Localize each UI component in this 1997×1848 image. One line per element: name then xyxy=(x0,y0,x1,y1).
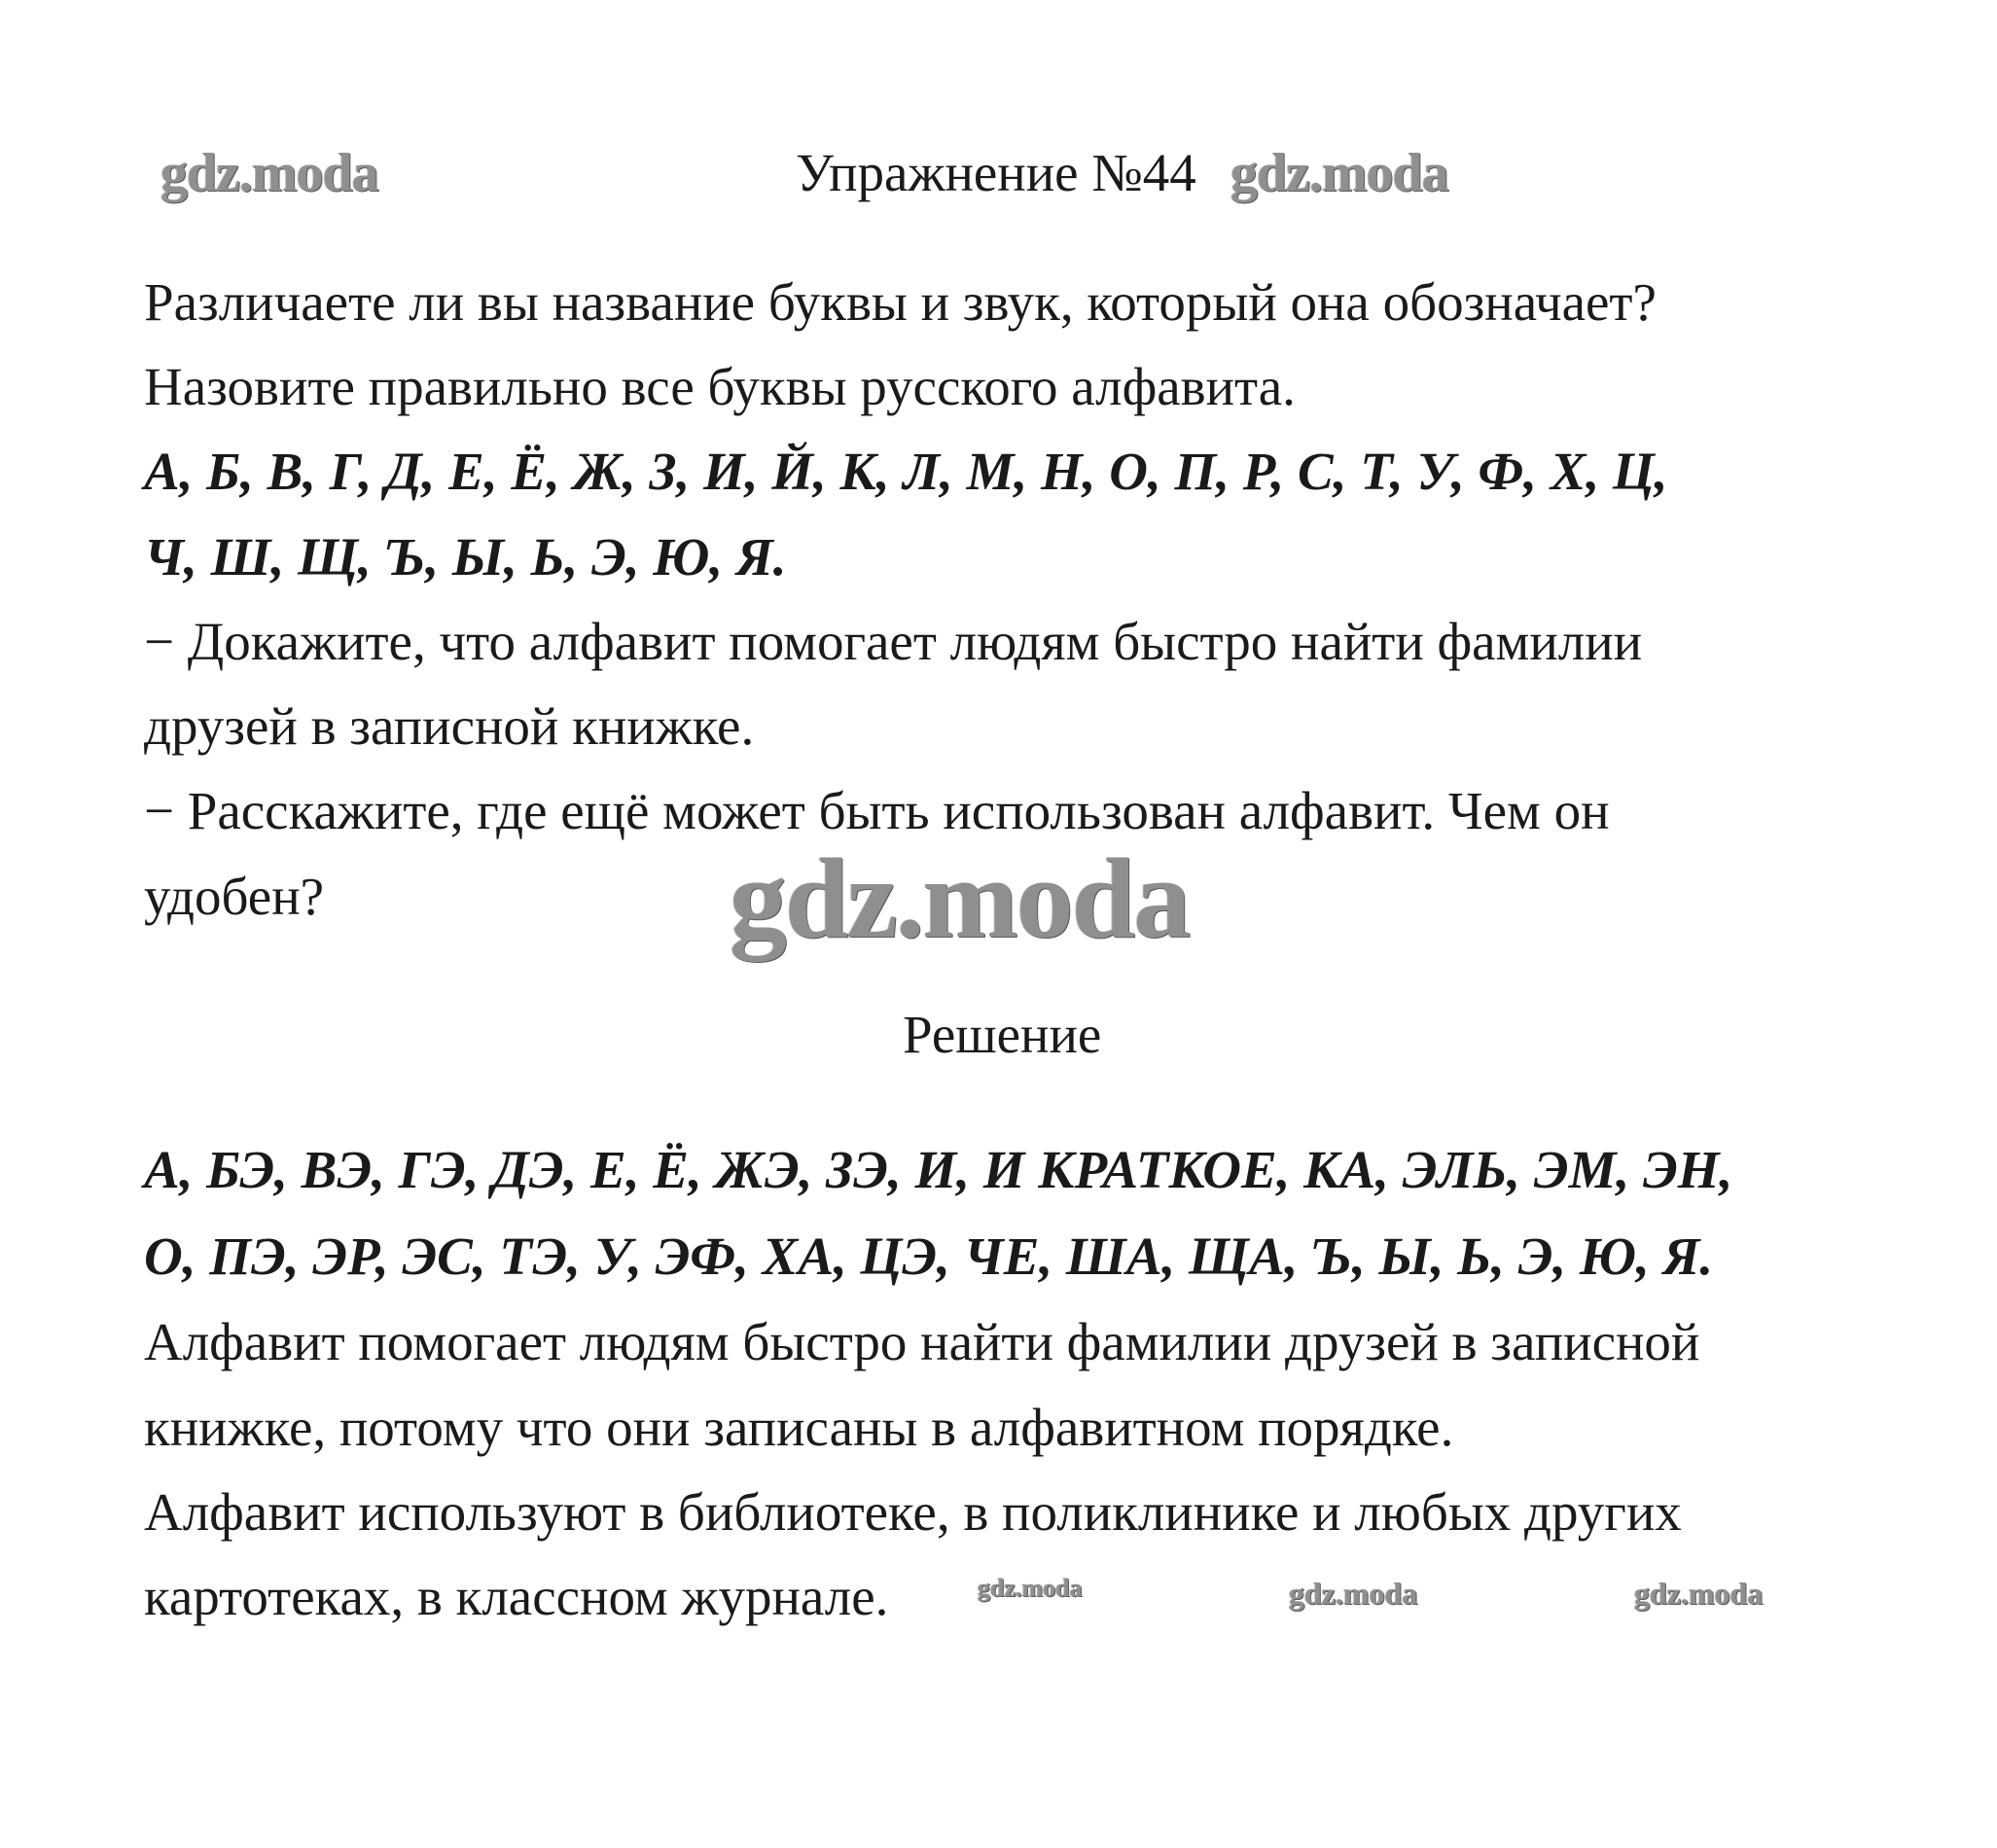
watermark-logo: gdz.moda xyxy=(1289,1576,1418,1611)
letter-names-line: А, БЭ, ВЭ, ГЭ, ДЭ, Е, Ё, ЖЭ, ЗЭ, И, И КРАТКОЕ, КА, ЭЛЬ, ЭМ, ЭН, xyxy=(144,1140,1733,1199)
solution-heading: Решение xyxy=(903,1005,1102,1064)
answer-line: Алфавит помогает людям быстро найти фамилии друзей в записной xyxy=(144,1312,1700,1371)
task-line: − Докажите, что алфавит помогает людям быстро найти фамилии xyxy=(144,612,1643,671)
alphabet-line: А, Б, В, Г, Д, Е, Ё, Ж, З, И, Й, К, Л, М, Н, О, П, Р, С, Т, У, Ф, Х, Ц, xyxy=(144,442,1668,501)
answer-line: книжке, потому что они записаны в алфавитном порядке. xyxy=(144,1398,1454,1457)
answer-line: картотеках, в классном журнале. xyxy=(144,1567,889,1626)
question-line: Различаете ли вы название буквы и звук, который она обозначает? xyxy=(144,272,1657,332)
watermark-logo: gdz.moda xyxy=(978,1574,1083,1602)
task-line: − Расскажите, где ещё может быть использован алфавит. Чем он xyxy=(144,781,1610,840)
watermark-logo: gdz.moda xyxy=(1230,143,1448,203)
letter-names-line: О, ПЭ, ЭР, ЭС, ТЭ, У, ЭФ, ХА, ЦЭ, ЧЕ, ША, ЩА, Ъ, Ы, Ь, Э, Ю, Я. xyxy=(144,1226,1714,1286)
task-line: удобен? xyxy=(144,867,325,926)
alphabet-line: Ч, Ш, Щ, Ъ, Ы, Ь, Э, Ю, Я. xyxy=(144,527,787,586)
watermark-logo: gdz.moda xyxy=(1634,1576,1764,1611)
exercise-title: Упражнение №44 xyxy=(796,143,1196,202)
question-line: Назовите правильно все буквы русского алфавита. xyxy=(144,357,1296,416)
answer-line: Алфавит используют в библиотеке, в поликлинике и любых других xyxy=(144,1482,1682,1542)
watermark-logo: gdz.moda xyxy=(160,143,378,203)
task-line: друзей в записной книжке. xyxy=(144,696,755,756)
watermark-logo: gdz.moda xyxy=(730,835,1190,962)
